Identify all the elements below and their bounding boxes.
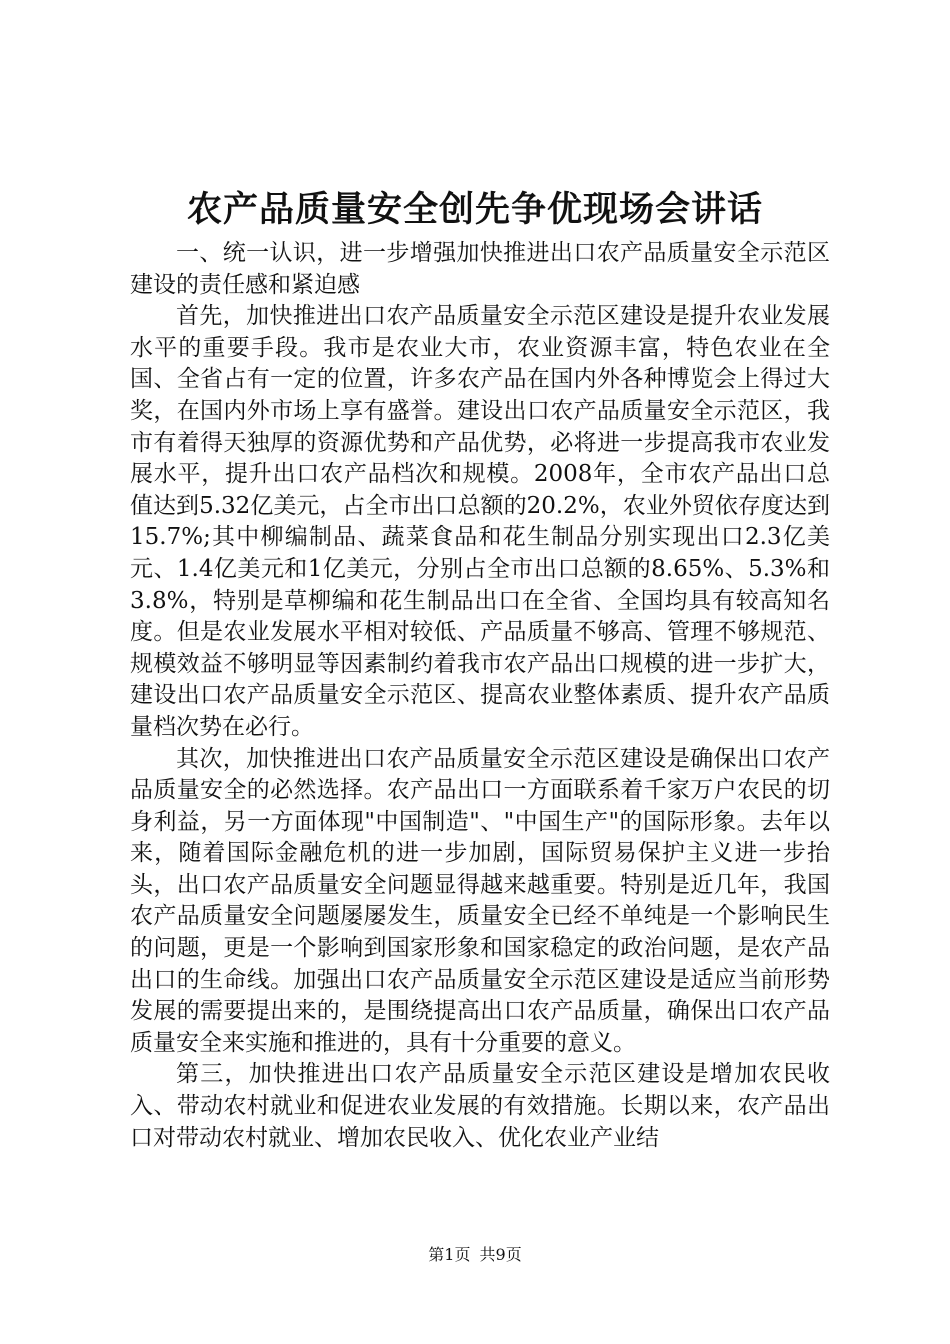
page-footer: [0, 1244, 950, 1266]
page-number: 第1页: [428, 1245, 471, 1264]
document-title: 农产品质量安全创先争优现场会讲话: [186, 189, 763, 230]
paragraph-first: 首先，加快推进出口农产品质量安全示范区建设是提升农业发展水平的重要手段。我市是农业大市，农业资源丰富，特色农业在全国、全省占有一定的位置，许多农产品在国内外各种博览会上得过大奖，在国内外市场上享有盛誉。建设出口农产品质量安全示范区，我市有着得天独厚的资源优势和产品优势，必将进一步提高我市农业发展水平，提升出口农产品档次和规模。2008年，全市农产品出口总值达到5.32亿美元，占全市出口总额的20.2%，农业外贸依存度达到15.7%;其中柳编制品、蔬菜食品和花生制品分别实现出口2.3亿美元、1.4亿美元和1亿美元，分别占全市出口总额的8.65%、5.3%和3.8%，特别是草柳编和花生制品出口在全省、全国均具有较高知名度。但是农业发展水平相对较低、产品质量不够高、管理不够规范、规模效益不够明显等因素制约着我市农产品出口规模的进一步扩大，建设出口农产品质量安全示范区、提高农业整体素质、提升农产品质量档次势在必行。: [130, 303, 830, 740]
document-body: [130, 238, 830, 1154]
section-heading: 一、统一认识，进一步增强加快推进出口农产品质量安全示范区建设的责任感和紧迫感: [130, 240, 830, 298]
paragraph-second: 其次，加快推进出口农产品质量安全示范区建设是确保出口农产品质量安全的必然选择。农产品出口一方面联系着千家万户农民的切身利益，另一方面体现"中国制造"、"中国生产"的国际形象。去年以来，随着国际金融危机的进一步加剧，国际贸易保护主义进一步抬头，出口农产品质量安全问题显得越来越重要。特别是近几年，我国农产品质量安全问题屡屡发生，质量安全已经不单纯是一个影响民生的问题，更是一个影响到国家形象和国家稳定的政治问题，是农产品出口的生命线。加强出口农产品质量安全示范区建设是适应当前形势发展的需要提出来的，是围绕提高出口农产品质量，确保出口农产品质量安全来实施和推进的，具有十分重要的意义。: [130, 745, 830, 1056]
paragraph-third: 第三，加快推进出口农产品质量安全示范区建设是增加农民收入、带动农村就业和促进农业发展的有效措施。长期以来，农产品出口对带动农村就业、增加农民收入、优化农业产业结: [130, 1061, 830, 1151]
page-total: 共9页: [479, 1245, 522, 1264]
